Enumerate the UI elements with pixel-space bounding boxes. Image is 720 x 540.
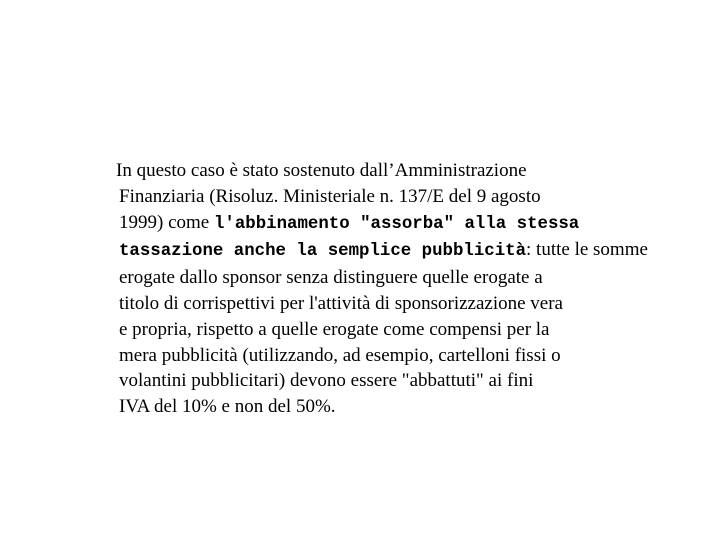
emphasized-text: tassazione anche la semplice pubblicità: [119, 242, 527, 262]
paragraph-line: mera pubblicità (utilizzando, ad esempio, cartelloni fissi o: [119, 344, 561, 366]
paragraph-line: erogate dallo sponsor senza distinguere quelle erogate a: [119, 267, 543, 289]
paragraph-line: titolo di corrispettivi per l'attività di sponsorizzazione vera: [119, 292, 563, 314]
paragraph-line: [110, 237, 670, 265]
body-paragraph: [110, 158, 670, 420]
paragraph-line: In questo caso è stato sostenuto dall’Amministrazione: [116, 160, 527, 181]
paragraph-line: [110, 210, 670, 238]
emphasized-text: l'abbinamento "assorba" alla stessa: [213, 214, 580, 234]
paragraph-line: volantini pubblicitari) devono essere "abbattuti" ai fini: [119, 370, 534, 392]
paragraph-line: Finanziaria (Risoluz. Ministeriale n. 137/E del 9 agosto: [119, 185, 541, 207]
paragraph-text: : tutte le somme: [526, 239, 648, 261]
paragraph-line: IVA del 10% e non del 50%.: [119, 396, 336, 418]
paragraph-line: e propria, rispetto a quelle erogate come compensi per la: [119, 318, 550, 340]
paragraph-text: 1999) come: [119, 211, 214, 233]
